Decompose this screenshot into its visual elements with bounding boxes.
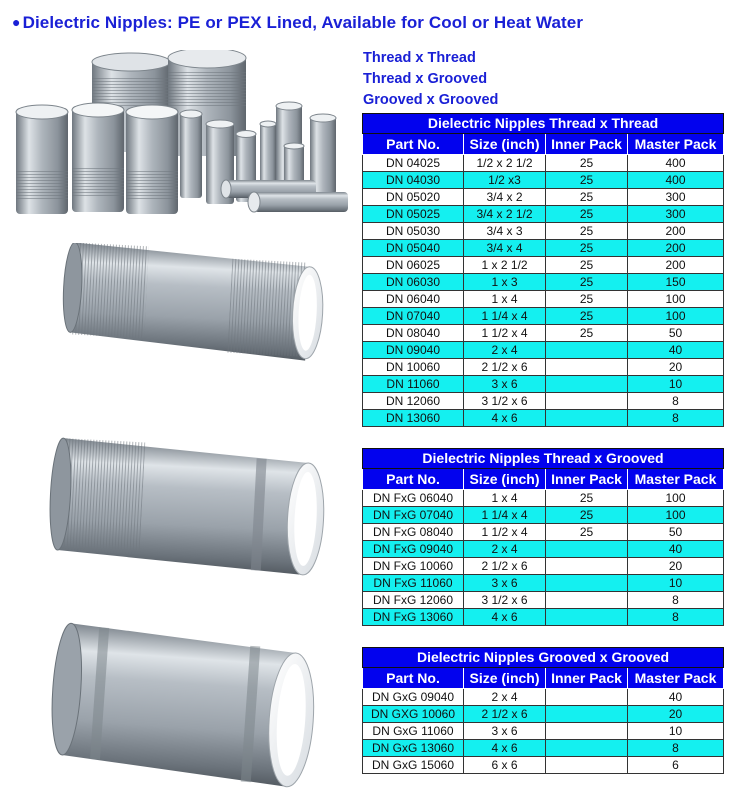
- table-row: [363, 240, 724, 257]
- inner-pack-cell: [546, 342, 628, 359]
- part-no-cell: DN FxG 09040: [363, 541, 464, 558]
- inner-pack-cell: [546, 609, 628, 626]
- master-pack-cell: 8: [628, 609, 724, 626]
- size-cell: 3 x 6: [464, 376, 546, 393]
- part-no-cell: DN GxG 11060: [363, 723, 464, 740]
- inner-pack-cell: [546, 359, 628, 376]
- medium-nipple-1: [16, 105, 68, 214]
- size-cell: 3/4 x 3: [464, 223, 546, 240]
- table-row: [363, 592, 724, 609]
- size-cell: 1 x 2 1/2: [464, 257, 546, 274]
- part-no-cell: DN 05030: [363, 223, 464, 240]
- table-row: [363, 541, 724, 558]
- size-cell: 3 x 6: [464, 723, 546, 740]
- master-pack-cell: 20: [628, 558, 724, 575]
- part-no-cell: DN 05020: [363, 189, 464, 206]
- master-pack-cell: 100: [628, 507, 724, 524]
- size-cell: 3/4 x 2 1/2: [464, 206, 546, 223]
- part-no-cell: DN 11060: [363, 376, 464, 393]
- inner-pack-cell: [546, 376, 628, 393]
- master-pack-cell: 40: [628, 689, 724, 706]
- table-row: [363, 308, 724, 325]
- master-pack-cell: 200: [628, 223, 724, 240]
- master-pack-cell: 150: [628, 274, 724, 291]
- nipple-assortment-photo: [14, 50, 350, 222]
- size-cell: 1 1/2 x 4: [464, 524, 546, 541]
- table-thread-x-grooved: [362, 448, 724, 626]
- part-no-cell: DN GXG 10060: [363, 706, 464, 723]
- master-pack-cell: 100: [628, 308, 724, 325]
- table-row: [363, 257, 724, 274]
- size-cell: 1 1/4 x 4: [464, 507, 546, 524]
- inner-pack-cell: [546, 723, 628, 740]
- table-row: [363, 376, 724, 393]
- table-thread-x-thread: [362, 113, 724, 427]
- grooved-x-grooved-nipple-photo: [48, 620, 338, 790]
- table-row: [363, 359, 724, 376]
- table-row: [363, 189, 724, 206]
- part-no-cell: DN FxG 12060: [363, 592, 464, 609]
- inner-pack-cell: 25: [546, 524, 628, 541]
- master-pack-cell: 20: [628, 359, 724, 376]
- master-pack-cell: 10: [628, 723, 724, 740]
- part-no-cell: DN FxG 06040: [363, 490, 464, 507]
- size-cell: 3/4 x 4: [464, 240, 546, 257]
- master-pack-cell: 50: [628, 325, 724, 342]
- size-cell: 2 1/2 x 6: [464, 359, 546, 376]
- col-header-size: Size (inch): [464, 469, 546, 490]
- col-header-inner-pack: Inner Pack: [546, 134, 628, 155]
- col-header-part-no: Part No.: [363, 668, 464, 689]
- small-nipple-4: [260, 121, 276, 188]
- part-no-cell: DN FxG 08040: [363, 524, 464, 541]
- table-row: [363, 155, 724, 172]
- part-no-cell: DN GxG 09040: [363, 689, 464, 706]
- inner-pack-cell: [546, 592, 628, 609]
- table-row: [363, 223, 724, 240]
- master-pack-cell: 8: [628, 393, 724, 410]
- table-row: [363, 558, 724, 575]
- col-header-inner-pack: Inner Pack: [546, 668, 628, 689]
- part-no-cell: DN FxG 10060: [363, 558, 464, 575]
- part-no-cell: DN 08040: [363, 325, 464, 342]
- table-row: [363, 740, 724, 757]
- table-row: [363, 507, 724, 524]
- size-cell: 2 1/2 x 6: [464, 558, 546, 575]
- small-nipple-1: [180, 110, 202, 198]
- lying-nipple-2: [248, 192, 348, 212]
- table-row: [363, 524, 724, 541]
- col-header-size: Size (inch): [464, 668, 546, 689]
- end-type-list: [363, 49, 498, 112]
- table-row: [363, 689, 724, 706]
- inner-pack-cell: 25: [546, 172, 628, 189]
- table-row: [363, 342, 724, 359]
- page-title-text: Dielectric Nipples: PE or PEX Lined, Available for Cool or Heat Water: [22, 13, 584, 32]
- inner-pack-cell: 25: [546, 325, 628, 342]
- thread-x-grooved-nipple-photo: [44, 437, 340, 577]
- col-header-size: Size (inch): [464, 134, 546, 155]
- part-no-cell: DN 04025: [363, 155, 464, 172]
- end-type-thread-thread: Thread x Thread: [363, 50, 476, 66]
- medium-nipple-3: [126, 105, 178, 214]
- inner-pack-cell: [546, 689, 628, 706]
- size-cell: 3 1/2 x 6: [464, 592, 546, 609]
- col-header-part-no: Part No.: [363, 469, 464, 490]
- size-cell: 1 x 4: [464, 291, 546, 308]
- part-no-cell: DN 06040: [363, 291, 464, 308]
- inner-pack-cell: 25: [546, 507, 628, 524]
- table-title: Dielectric Nipples Thread x Thread: [363, 114, 724, 134]
- inner-pack-cell: 25: [546, 291, 628, 308]
- inner-pack-cell: 25: [546, 189, 628, 206]
- part-no-cell: DN 09040: [363, 342, 464, 359]
- inner-pack-cell: [546, 558, 628, 575]
- inner-pack-cell: [546, 706, 628, 723]
- col-header-part-no: Part No.: [363, 134, 464, 155]
- inner-pack-cell: 25: [546, 490, 628, 507]
- part-no-cell: DN 06030: [363, 274, 464, 291]
- part-no-cell: DN FxG 11060: [363, 575, 464, 592]
- size-cell: 4 x 6: [464, 740, 546, 757]
- table-row: [363, 325, 724, 342]
- size-cell: 2 1/2 x 6: [464, 706, 546, 723]
- size-cell: 1/2 x3: [464, 172, 546, 189]
- size-cell: 3/4 x 2: [464, 189, 546, 206]
- size-cell: 1 1/4 x 4: [464, 308, 546, 325]
- page-title: [12, 13, 583, 33]
- table-grooved-x-grooved: [362, 647, 724, 774]
- table-row: [363, 757, 724, 774]
- col-header-master-pack: Master Pack: [628, 134, 724, 155]
- part-no-cell: DN GxG 13060: [363, 740, 464, 757]
- table-title: Dielectric Nipples Thread x Grooved: [363, 449, 724, 469]
- size-cell: 2 x 4: [464, 342, 546, 359]
- master-pack-cell: 8: [628, 410, 724, 427]
- col-header-inner-pack: Inner Pack: [546, 469, 628, 490]
- master-pack-cell: 300: [628, 189, 724, 206]
- size-cell: 3 x 6: [464, 575, 546, 592]
- part-no-cell: DN 12060: [363, 393, 464, 410]
- part-no-cell: DN GxG 15060: [363, 757, 464, 774]
- part-no-cell: DN 04030: [363, 172, 464, 189]
- size-cell: 6 x 6: [464, 757, 546, 774]
- master-pack-cell: 300: [628, 206, 724, 223]
- part-no-cell: DN 07040: [363, 308, 464, 325]
- master-pack-cell: 400: [628, 172, 724, 189]
- master-pack-cell: 200: [628, 257, 724, 274]
- inner-pack-cell: [546, 541, 628, 558]
- table-row: [363, 393, 724, 410]
- table-row: [363, 575, 724, 592]
- master-pack-cell: 8: [628, 592, 724, 609]
- table-row: [363, 706, 724, 723]
- part-no-cell: DN 10060: [363, 359, 464, 376]
- inner-pack-cell: [546, 757, 628, 774]
- col-header-master-pack: Master Pack: [628, 469, 724, 490]
- inner-pack-cell: [546, 575, 628, 592]
- table-title: Dielectric Nipples Grooved x Grooved: [363, 648, 724, 668]
- table-row: [363, 291, 724, 308]
- table-row: [363, 274, 724, 291]
- inner-pack-cell: 25: [546, 308, 628, 325]
- part-no-cell: DN 05025: [363, 206, 464, 223]
- table-row: [363, 410, 724, 427]
- master-pack-cell: 10: [628, 575, 724, 592]
- size-cell: 4 x 6: [464, 609, 546, 626]
- bullet-icon: ●: [12, 14, 21, 30]
- table-row: [363, 609, 724, 626]
- master-pack-cell: 400: [628, 155, 724, 172]
- inner-pack-cell: 25: [546, 274, 628, 291]
- size-cell: 1 x 4: [464, 490, 546, 507]
- col-header-master-pack: Master Pack: [628, 668, 724, 689]
- master-pack-cell: 200: [628, 240, 724, 257]
- size-cell: 2 x 4: [464, 541, 546, 558]
- master-pack-cell: 100: [628, 291, 724, 308]
- part-no-cell: DN 05040: [363, 240, 464, 257]
- size-cell: 4 x 6: [464, 410, 546, 427]
- master-pack-cell: 8: [628, 740, 724, 757]
- inner-pack-cell: 25: [546, 257, 628, 274]
- part-no-cell: DN FxG 13060: [363, 609, 464, 626]
- part-no-cell: DN 13060: [363, 410, 464, 427]
- master-pack-cell: 40: [628, 342, 724, 359]
- inner-pack-cell: [546, 393, 628, 410]
- inner-pack-cell: 25: [546, 206, 628, 223]
- master-pack-cell: 50: [628, 524, 724, 541]
- size-cell: 1 x 3: [464, 274, 546, 291]
- size-cell: 1 1/2 x 4: [464, 325, 546, 342]
- master-pack-cell: 100: [628, 490, 724, 507]
- thread-x-thread-nipple-photo: [58, 243, 338, 363]
- inner-pack-cell: 25: [546, 240, 628, 257]
- table-row: [363, 172, 724, 189]
- inner-pack-cell: [546, 410, 628, 427]
- inner-pack-cell: [546, 740, 628, 757]
- end-type-grooved-grooved: Grooved x Grooved: [363, 92, 499, 108]
- master-pack-cell: 20: [628, 706, 724, 723]
- part-no-cell: DN 06025: [363, 257, 464, 274]
- part-no-cell: DN FxG 07040: [363, 507, 464, 524]
- size-cell: 1/2 x 2 1/2: [464, 155, 546, 172]
- inner-pack-cell: 25: [546, 155, 628, 172]
- end-type-thread-grooved: Thread x Grooved: [363, 71, 488, 87]
- medium-nipple-2: [72, 103, 124, 212]
- table-row: [363, 490, 724, 507]
- table-row: [363, 206, 724, 223]
- master-pack-cell: 6: [628, 757, 724, 774]
- size-cell: 2 x 4: [464, 689, 546, 706]
- inner-pack-cell: 25: [546, 223, 628, 240]
- master-pack-cell: 10: [628, 376, 724, 393]
- size-cell: 3 1/2 x 6: [464, 393, 546, 410]
- master-pack-cell: 40: [628, 541, 724, 558]
- table-row: [363, 723, 724, 740]
